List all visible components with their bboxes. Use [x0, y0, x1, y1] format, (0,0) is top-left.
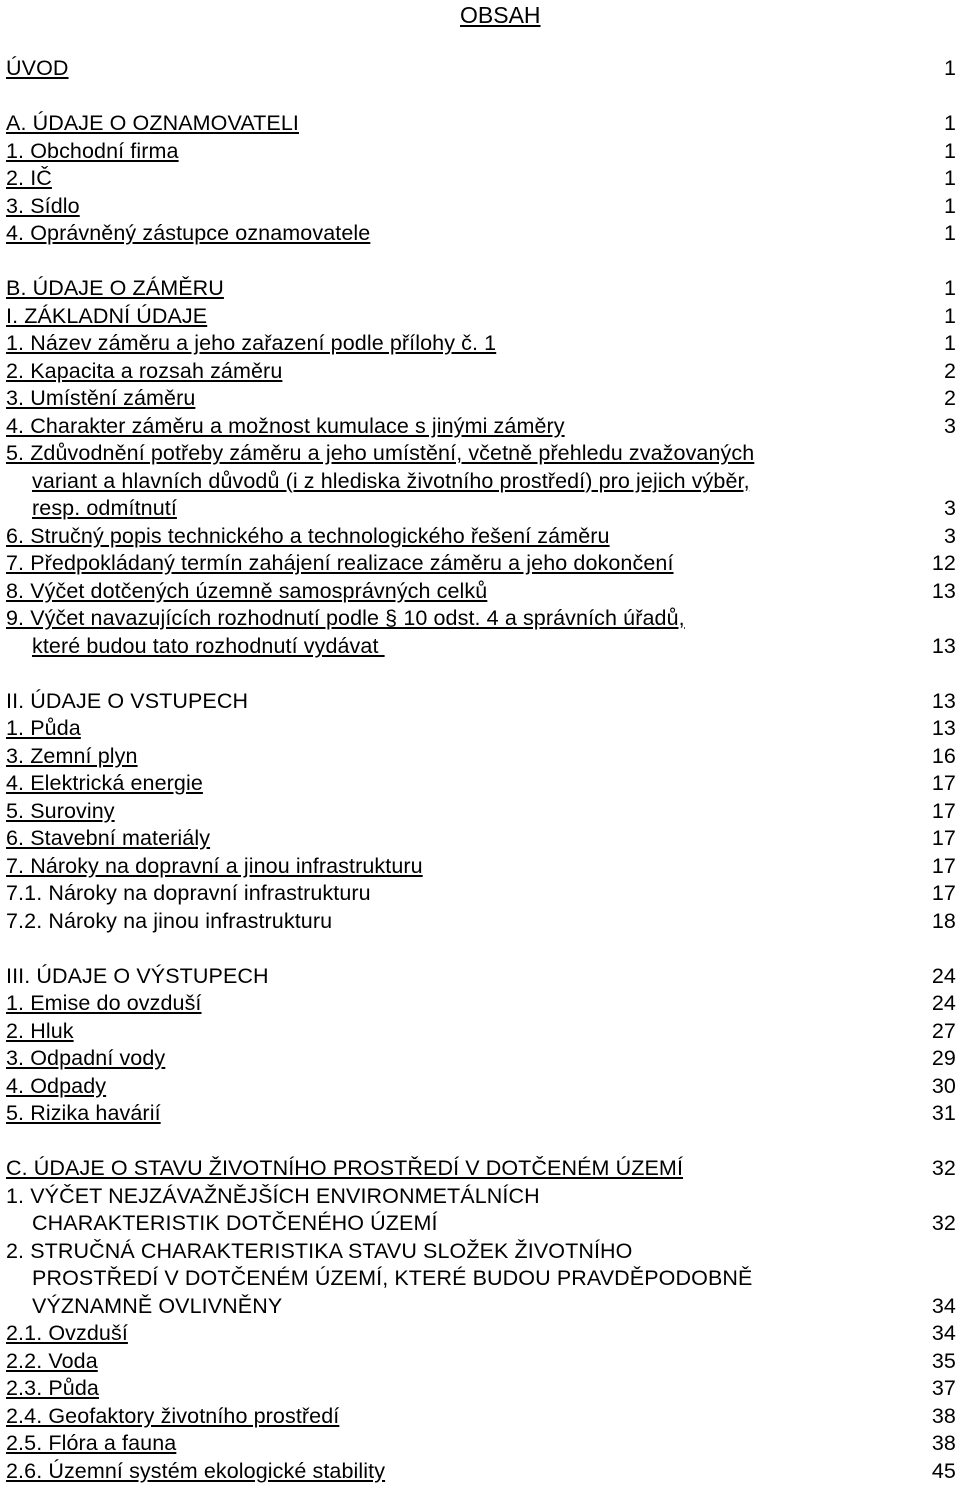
toc-entry-page: 12: [931, 551, 956, 575]
toc-entry-label: variant a hlavních důvodů (i z hlediska životního prostředí) pro jejich výběr,: [32, 468, 750, 493]
toc-entry-label: 8. Výčet dotčených územně samosprávných celků: [6, 578, 488, 603]
toc-entry[interactable]: [6, 523, 956, 551]
toc-entry[interactable]: [6, 110, 956, 138]
toc-entry-label: III. ÚDAJE O VÝSTUPECH: [6, 963, 269, 988]
toc-entry[interactable]: [6, 633, 956, 661]
toc-entry[interactable]: [6, 825, 956, 853]
toc-entry-page: 2: [943, 386, 956, 410]
toc-entry-label: 7. Předpokládaný termín zahájení realizace záměru a jeho dokončení: [6, 551, 674, 575]
toc-entry-label: 5. Rizika havárií: [6, 1101, 161, 1125]
toc-entry[interactable]: [6, 495, 956, 523]
toc-entry-page: 31: [931, 1101, 956, 1125]
toc-entry[interactable]: [6, 963, 956, 991]
toc-entry-label: 3. Umístění záměru: [6, 386, 196, 410]
toc-entry-label: 4. Oprávněný zástupce oznamovatele: [6, 221, 371, 245]
toc-entry-page: 1: [943, 138, 956, 163]
toc-entry-label: 2. IČ: [6, 166, 52, 190]
toc-entry[interactable]: [6, 743, 956, 771]
toc-entry-page: 13: [931, 716, 956, 740]
toc-entry[interactable]: [6, 908, 956, 936]
toc-entry-page: 1: [943, 303, 956, 328]
toc-entry-label: 2.6. Územní systém ekologické stability: [6, 1458, 386, 1483]
toc-entry-page: 1: [943, 166, 956, 190]
toc-entry-page: 35: [931, 1348, 956, 1373]
toc-entry-label: 2. STRUČNÁ CHARAKTERISTIKA STAVU SLOŽEK ŽIVOTNÍHO: [6, 1238, 633, 1263]
toc-entry-page: 38: [931, 1403, 956, 1428]
toc-entry-page: 3: [943, 413, 956, 438]
toc-entry[interactable]: [6, 358, 956, 386]
toc-entry-page: 37: [931, 1376, 956, 1400]
toc-entry[interactable]: [6, 385, 956, 413]
toc-entry-label: které budou tato rozhodnutí vydávat: [32, 633, 385, 658]
toc-entry-page: 30: [931, 1073, 956, 1098]
toc-entry[interactable]: [6, 220, 956, 248]
toc-entry[interactable]: [6, 1293, 956, 1321]
toc-spacer: [6, 248, 956, 276]
toc-entry-page: 1: [943, 111, 956, 135]
toc-entry-label: 7. Nároky na dopravní a jinou infrastrukturu: [6, 853, 423, 878]
toc-entry-label: B. ÚDAJE O ZÁMĚRU: [6, 276, 224, 300]
toc-entry[interactable]: [6, 578, 956, 606]
toc-entry-label: 2.4. Geofaktory životního prostředí: [6, 1403, 340, 1428]
toc-entry[interactable]: [6, 1183, 956, 1211]
toc-entry-label: 1. Půda: [6, 716, 81, 740]
toc-entry[interactable]: [6, 165, 956, 193]
toc-entry-label: 5. Suroviny: [6, 798, 115, 823]
toc-entry[interactable]: [6, 853, 956, 881]
toc-entry-page: 45: [931, 1458, 956, 1483]
table-of-contents: [6, 55, 956, 1485]
toc-entry[interactable]: [6, 468, 956, 496]
toc-spacer: [6, 83, 956, 111]
toc-entry-label: 7.2. Nároky na jinou infrastrukturu: [6, 908, 333, 933]
toc-spacer: [6, 1128, 956, 1156]
toc-entry-page: 1: [943, 221, 956, 245]
toc-entry-page: 24: [931, 963, 956, 988]
page-title: OBSAH: [460, 2, 541, 28]
toc-entry-label: A. ÚDAJE O OZNAMOVATELI: [6, 111, 299, 135]
toc-entry-label: 3. Sídlo: [6, 193, 80, 218]
toc-entry-label: C. ÚDAJE O STAVU ŽIVOTNÍHO PROSTŘEDÍ V DOTČENÉM ÚZEMÍ: [6, 1156, 684, 1180]
toc-entry[interactable]: [6, 688, 956, 716]
toc-entry[interactable]: [6, 330, 956, 358]
toc-entry-page: 3: [943, 523, 956, 548]
toc-entry-label: 5. Zdůvodnění potřeby záměru a jeho umístění, včetně přehledu zvažovaných: [6, 441, 755, 465]
toc-entry-label: 2. Kapacita a rozsah záměru: [6, 358, 283, 383]
toc-entry-page: 18: [931, 908, 956, 933]
toc-entry[interactable]: [6, 880, 956, 908]
toc-entry-page: 34: [931, 1293, 956, 1318]
toc-entry[interactable]: [6, 1238, 956, 1266]
toc-entry-label: 6. Stavební materiály: [6, 826, 211, 850]
toc-entry-label: I. ZÁKLADNÍ ÚDAJE: [6, 303, 208, 328]
toc-entry[interactable]: [6, 1403, 956, 1431]
toc-entry-label: 4. Odpady: [6, 1073, 107, 1098]
toc-entry-page: 17: [931, 798, 956, 823]
toc-entry-label: 1. VÝČET NEJZÁVAŽNĚJŠÍCH ENVIRONMETÁLNÍCH: [6, 1183, 540, 1208]
toc-entry[interactable]: [6, 1073, 956, 1101]
toc-entry-page: 27: [931, 1018, 956, 1043]
toc-entry-label: 2.2. Voda: [6, 1348, 98, 1373]
toc-entry[interactable]: [6, 1265, 956, 1293]
toc-entry[interactable]: [6, 275, 956, 303]
toc-entry-page: 38: [931, 1431, 956, 1455]
toc-entry-label: 7.1. Nároky na dopravní infrastrukturu: [6, 881, 371, 905]
toc-entry-label: 6. Stručný popis technického a technologického řešení záměru: [6, 523, 610, 548]
toc-entry[interactable]: [6, 798, 956, 826]
toc-entry-page: 16: [931, 743, 956, 768]
toc-entry-label: 4. Elektrická energie: [6, 771, 203, 795]
toc-entry-label: 1. Název záměru a jeho zařazení podle přílohy č. 1: [6, 331, 497, 355]
toc-entry-label: 1. Obchodní firma: [6, 138, 179, 163]
toc-entry-page: 13: [931, 633, 956, 658]
toc-entry[interactable]: [6, 413, 956, 441]
toc-entry-page: 13: [931, 578, 956, 603]
toc-entry[interactable]: [6, 1375, 956, 1403]
toc-entry-page: 34: [931, 1321, 956, 1345]
toc-entry-page: 1: [943, 56, 956, 80]
toc-entry[interactable]: [6, 440, 956, 468]
toc-entry-label: VÝZNAMNĚ OVLIVNĚNY: [32, 1293, 283, 1318]
toc-entry-label: CHARAKTERISTIK DOTČENÉHO ÚZEMÍ: [32, 1211, 438, 1235]
toc-entry-page: 1: [943, 331, 956, 355]
toc-entry-page: 17: [931, 853, 956, 878]
toc-entry[interactable]: [6, 1045, 956, 1073]
toc-entry-page: 2: [943, 358, 956, 383]
toc-entry[interactable]: [6, 1018, 956, 1046]
toc-entry-label: 4. Charakter záměru a možnost kumulace s jinými záměry: [6, 413, 565, 438]
toc-spacer: [6, 660, 956, 688]
toc-entry[interactable]: [6, 1320, 956, 1348]
toc-entry-label: 2.5. Flóra a fauna: [6, 1431, 177, 1455]
toc-entry[interactable]: [6, 550, 956, 578]
toc-entry-page: 1: [943, 276, 956, 300]
toc-entry[interactable]: [6, 1348, 956, 1376]
toc-entry[interactable]: [6, 990, 956, 1018]
toc-entry-label: 2.3. Půda: [6, 1376, 99, 1400]
toc-entry[interactable]: [6, 303, 956, 331]
toc-entry-page: 1: [943, 193, 956, 218]
toc-entry[interactable]: [6, 138, 956, 166]
toc-entry-label: II. ÚDAJE O VSTUPECH: [6, 688, 249, 713]
toc-entry[interactable]: [6, 1430, 956, 1458]
toc-entry-page: 24: [931, 991, 956, 1015]
toc-entry-page: 17: [931, 826, 956, 850]
toc-entry[interactable]: [6, 715, 956, 743]
toc-entry[interactable]: [6, 1210, 956, 1238]
toc-entry-label: resp. odmítnutí: [32, 496, 177, 520]
toc-entry-page: 32: [931, 1156, 956, 1180]
toc-entry-label: ÚVOD: [6, 56, 69, 80]
toc-entry-page: 32: [931, 1211, 956, 1235]
toc-entry-page: 3: [943, 496, 956, 520]
toc-entry-page: 13: [931, 688, 956, 713]
toc-entry-label: 3. Zemní plyn: [6, 743, 138, 768]
toc-entry[interactable]: [6, 1458, 956, 1486]
toc-entry-label: 1. Emise do ovzduší: [6, 991, 202, 1015]
toc-entry[interactable]: [6, 1155, 956, 1183]
toc-entry-label: PROSTŘEDÍ V DOTČENÉM ÚZEMÍ, KTERÉ BUDOU PRAVDĚPODOBNĚ: [32, 1266, 753, 1290]
toc-entry[interactable]: [6, 770, 956, 798]
toc-entry-label: 3. Odpadní vody: [6, 1046, 166, 1070]
toc-entry[interactable]: [6, 1100, 956, 1128]
toc-entry[interactable]: [6, 193, 956, 221]
toc-entry-label: 2. Hluk: [6, 1018, 74, 1043]
toc-entry[interactable]: [6, 605, 956, 633]
toc-spacer: [6, 935, 956, 963]
toc-entry-label: 2.1. Ovzduší: [6, 1321, 128, 1345]
toc-entry[interactable]: [6, 55, 956, 83]
toc-entry-page: 17: [931, 881, 956, 905]
toc-entry-page: 29: [931, 1046, 956, 1070]
toc-entry-page: 17: [931, 771, 956, 795]
toc-entry-label: 9. Výčet navazujících rozhodnutí podle § 10 odst. 4 a správních úřadů,: [6, 606, 685, 630]
